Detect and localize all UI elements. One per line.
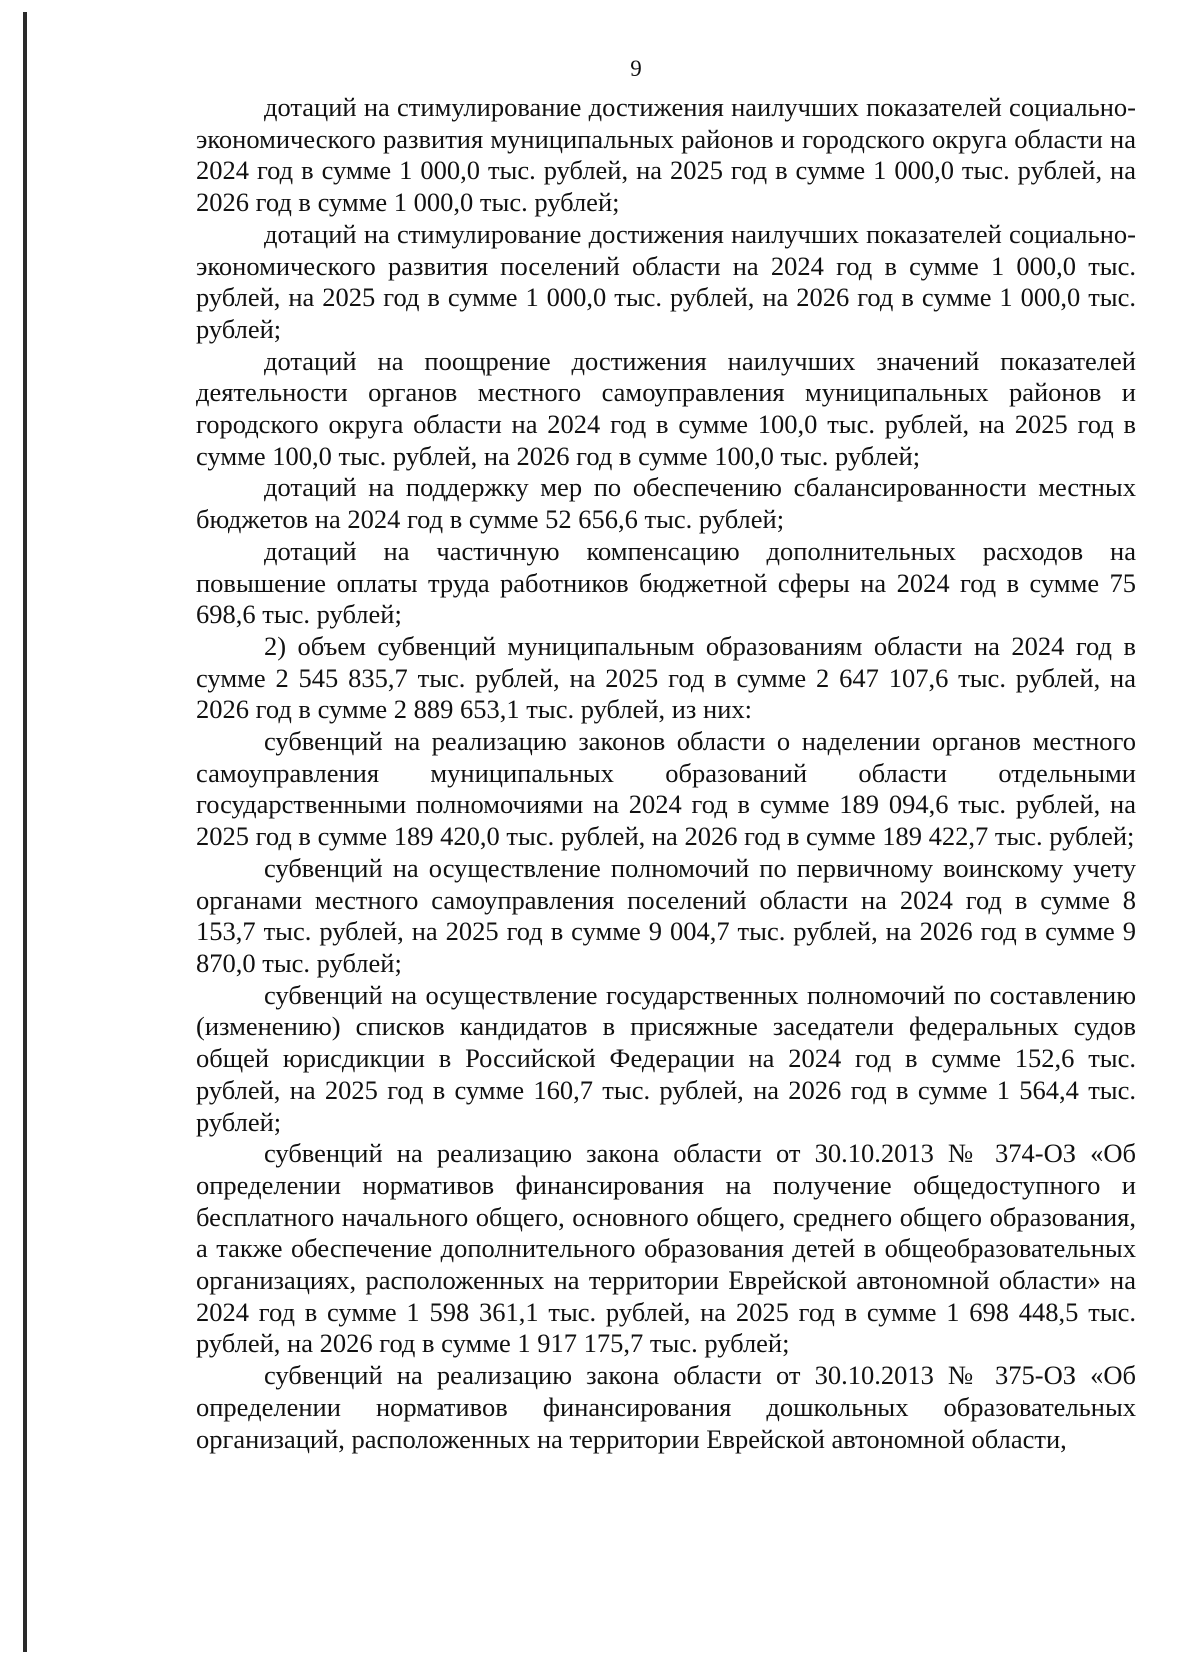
paragraph-subvention-law-375: субвенций на реализацию закона области от 30.10.2013 № 375-ОЗ «Об определении нормативов финансирования дошкольных образовательных организаций, расположенных на территории Еврейской автономной области, <box>196 1360 1136 1454</box>
paragraph-subvention-law-374: субвенций на реализацию закона области от 30.10.2013 № 374-ОЗ «Об определении нормативов финансирования на получение общедоступного и бесплатного начального общего, основного общего, среднего общего образования, а также обеспечение дополнительного образования детей в общеобразовательных организациях, расположенных на территории Еврейской автономной области» на 2024 год в сумме 1 598 361,1 тыс. рублей, на 2025 год в сумме 1 698 448,5 тыс. рублей, на 2026 год в сумме 1 917 175,7 тыс. рублей; <box>196 1138 1136 1359</box>
paragraph-subvention-military-registration: субвенций на осуществление полномочий по первичному воинскому учету органами местного самоуправления поселений области на 2024 год в сумме 8 153,7 тыс. рублей, на 2025 год в сумме 9 004,7 тыс. рублей, на 2026 год в сумме 9 870,0 тыс. рублей; <box>196 852 1136 978</box>
document-body <box>196 92 1136 1455</box>
binding-edge-line <box>23 12 27 1652</box>
paragraph-subsidy-settlements-indicators: дотаций на стимулирование достижения наилучших показателей социально-экономического развития поселений области на 2024 год в сумме 1 000,0 тыс. рублей, на 2025 год в сумме 1 000,0 тыс. рублей, на 2026 год в сумме 1 000,0 тыс. рублей; <box>196 218 1136 344</box>
paragraph-subsidy-districts-indicators: дотаций на стимулирование достижения наилучших показателей социально-экономического развития муниципальных районов и городского округа области на 2024 год в сумме 1 000,0 тыс. рублей, на 2025 год в сумме 1 000,0 тыс. рублей, на 2026 год в сумме 1 000,0 тыс. рублей; <box>196 92 1136 218</box>
paragraph-subsidy-wage-compensation: дотаций на частичную компенсацию дополнительных расходов на повышение оплаты труда работников бюджетной сферы на 2024 год в сумме 75 698,6 тыс. рублей; <box>196 535 1136 630</box>
paragraph-subsidy-budget-balance: дотаций на поддержку мер по обеспечению сбалансированности местных бюджетов на 2024 год в сумме 52 656,6 тыс. рублей; <box>196 472 1136 535</box>
page-number: 9 <box>630 56 642 81</box>
paragraph-subventions-total: 2) объем субвенций муниципальным образованиям области на 2024 год в сумме 2 545 835,7 тыс. рублей, на 2025 год в сумме 2 647 107,6 тыс. рублей, на 2026 год в сумме 2 889 653,1 тыс. рублей, из них: <box>196 630 1136 725</box>
paragraph-subvention-state-powers: субвенций на реализацию законов области о наделении органов местного самоуправления муниципальных образований области отдельными государственными полномочиями на 2024 год в сумме 189 094,6 тыс. рублей, на 2025 год в сумме 189 420,0 тыс. рублей, на 2026 год в сумме 189 422,7 тыс. рублей; <box>196 726 1136 852</box>
paragraph-subsidy-self-government-performance: дотаций на поощрение достижения наилучших значений показателей деятельности органов местного самоуправления муниципальных районов и городского округа области на 2024 год в сумме 100,0 тыс. рублей, на 2025 год в сумме 100,0 тыс. рублей, на 2026 год в сумме 100,0 тыс. рублей; <box>196 345 1136 471</box>
paragraph-subvention-jurors-lists: субвенций на осуществление государственных полномочий по составлению (изменению) списков кандидатов в присяжные заседатели федеральных судов общей юрисдикции в Российской Федерации на 2024 год в сумме 152,6 тыс. рублей, на 2025 год в сумме 160,7 тыс. рублей, на 2026 год в сумме 1 564,4 тыс. рублей; <box>196 979 1136 1137</box>
